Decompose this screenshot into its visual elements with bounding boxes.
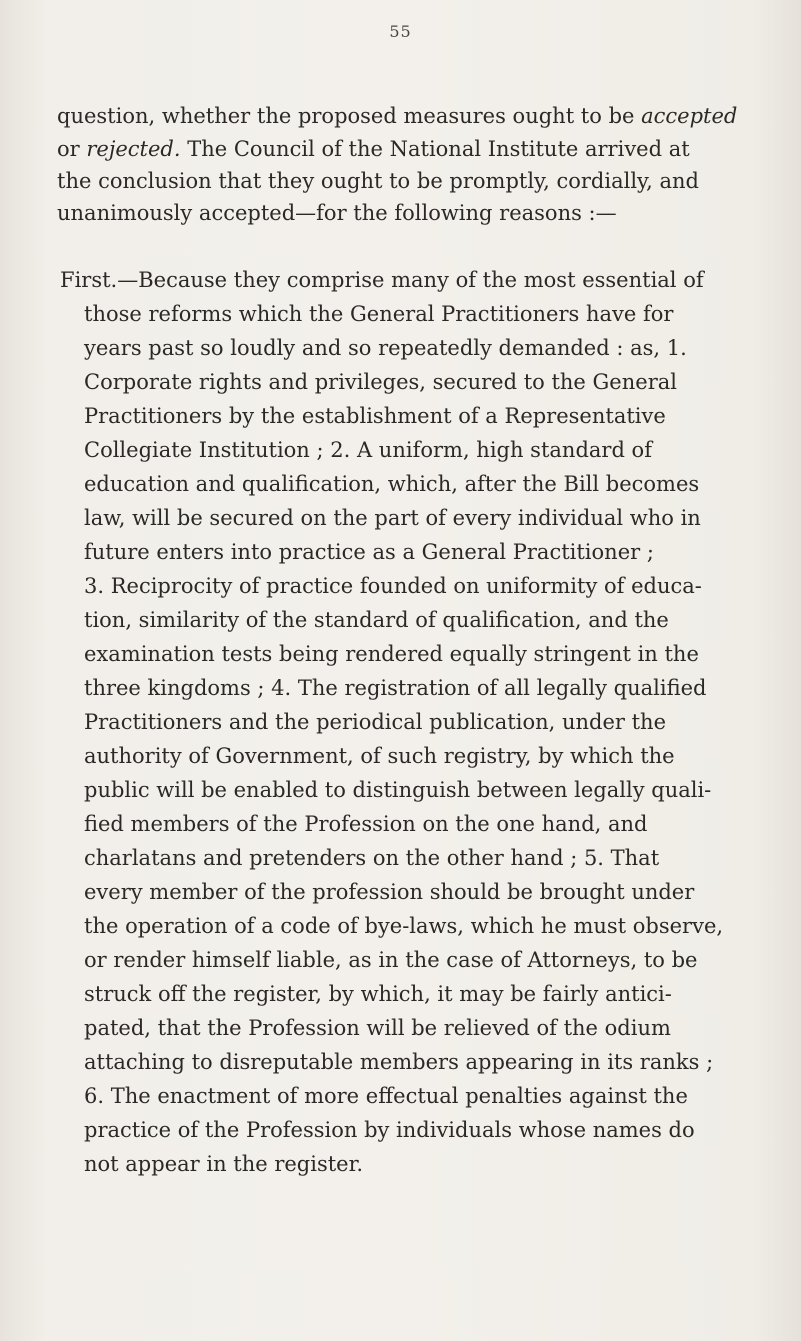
text-line: every member of the profession should be brought under: [84, 880, 695, 904]
page-number: 55: [389, 22, 412, 41]
text-line: Collegiate Institution ; 2. A uniform, high standard of: [84, 438, 652, 462]
text-line: attaching to disreputable members appearing in its ranks ;: [84, 1050, 714, 1074]
text-line: practice of the Profession by individuals whose names do: [84, 1118, 695, 1142]
text-line: the operation of a code of bye-laws, which he must observe,: [84, 914, 724, 938]
emphasis-text: accepted: [641, 104, 738, 128]
text-line: tion, similarity of the standard of qualification, and the: [84, 608, 669, 632]
text-line: 3. Reciprocity of practice founded on uniformity of educa-: [84, 574, 702, 598]
text-line: [57, 136, 690, 162]
text-line: pated, that the Profession will be relieved of the odium: [84, 1016, 671, 1040]
text-line: those reforms which the General Practitioners have for: [84, 302, 674, 326]
line-text: or: [57, 137, 87, 161]
text-line: public will be enabled to distinguish between legally quali-: [84, 778, 712, 802]
line-text: the conclusion that they ought to be promptly, cordially, and: [57, 169, 699, 193]
text-line: law, will be secured on the part of every individual who in: [84, 506, 701, 530]
text-line: [57, 103, 737, 129]
text-line: Practitioners and the periodical publication, under the: [84, 710, 667, 734]
text-line: [57, 168, 699, 194]
text-line: charlatans and pretenders on the other hand ; 5. That: [84, 846, 660, 870]
text-line: 6. The enactment of more effectual penalties against the: [84, 1084, 688, 1108]
text-line: [57, 200, 617, 226]
text-line: three kingdoms ; 4. The registration of all legally qualified: [84, 676, 707, 700]
text-line: First.—Because they comprise many of the most essential of: [60, 268, 704, 292]
text-line: future enters into practice as a General Practitioner ;: [84, 540, 654, 564]
text-line: years past so loudly and so repeatedly demanded : as, 1.: [84, 336, 687, 360]
text-line: education and qualification, which, after the Bill becomes: [84, 472, 700, 496]
emphasis-text: rejected.: [86, 137, 181, 161]
text-line: struck off the register, by which, it may be fairly antici-: [84, 982, 672, 1006]
text-line: Practitioners by the establishment of a Representative: [84, 404, 666, 428]
text-line: authority of Government, of such registry, by which the: [84, 744, 675, 768]
text-line: examination tests being rendered equally stringent in the: [84, 642, 699, 666]
text-line: or render himself liable, as in the case of Attorneys, to be: [84, 948, 698, 972]
line-text: The Council of the National Institute arrived at: [180, 137, 690, 161]
text-line: not appear in the register.: [84, 1152, 364, 1176]
line-text: question, whether the proposed measures ought to be: [57, 104, 642, 128]
line-text: unanimously accepted—for the following reasons :—: [57, 201, 617, 225]
text-line: Corporate rights and privileges, secured to the General: [84, 370, 677, 394]
text-line: fied members of the Profession on the one hand, and: [84, 812, 648, 836]
